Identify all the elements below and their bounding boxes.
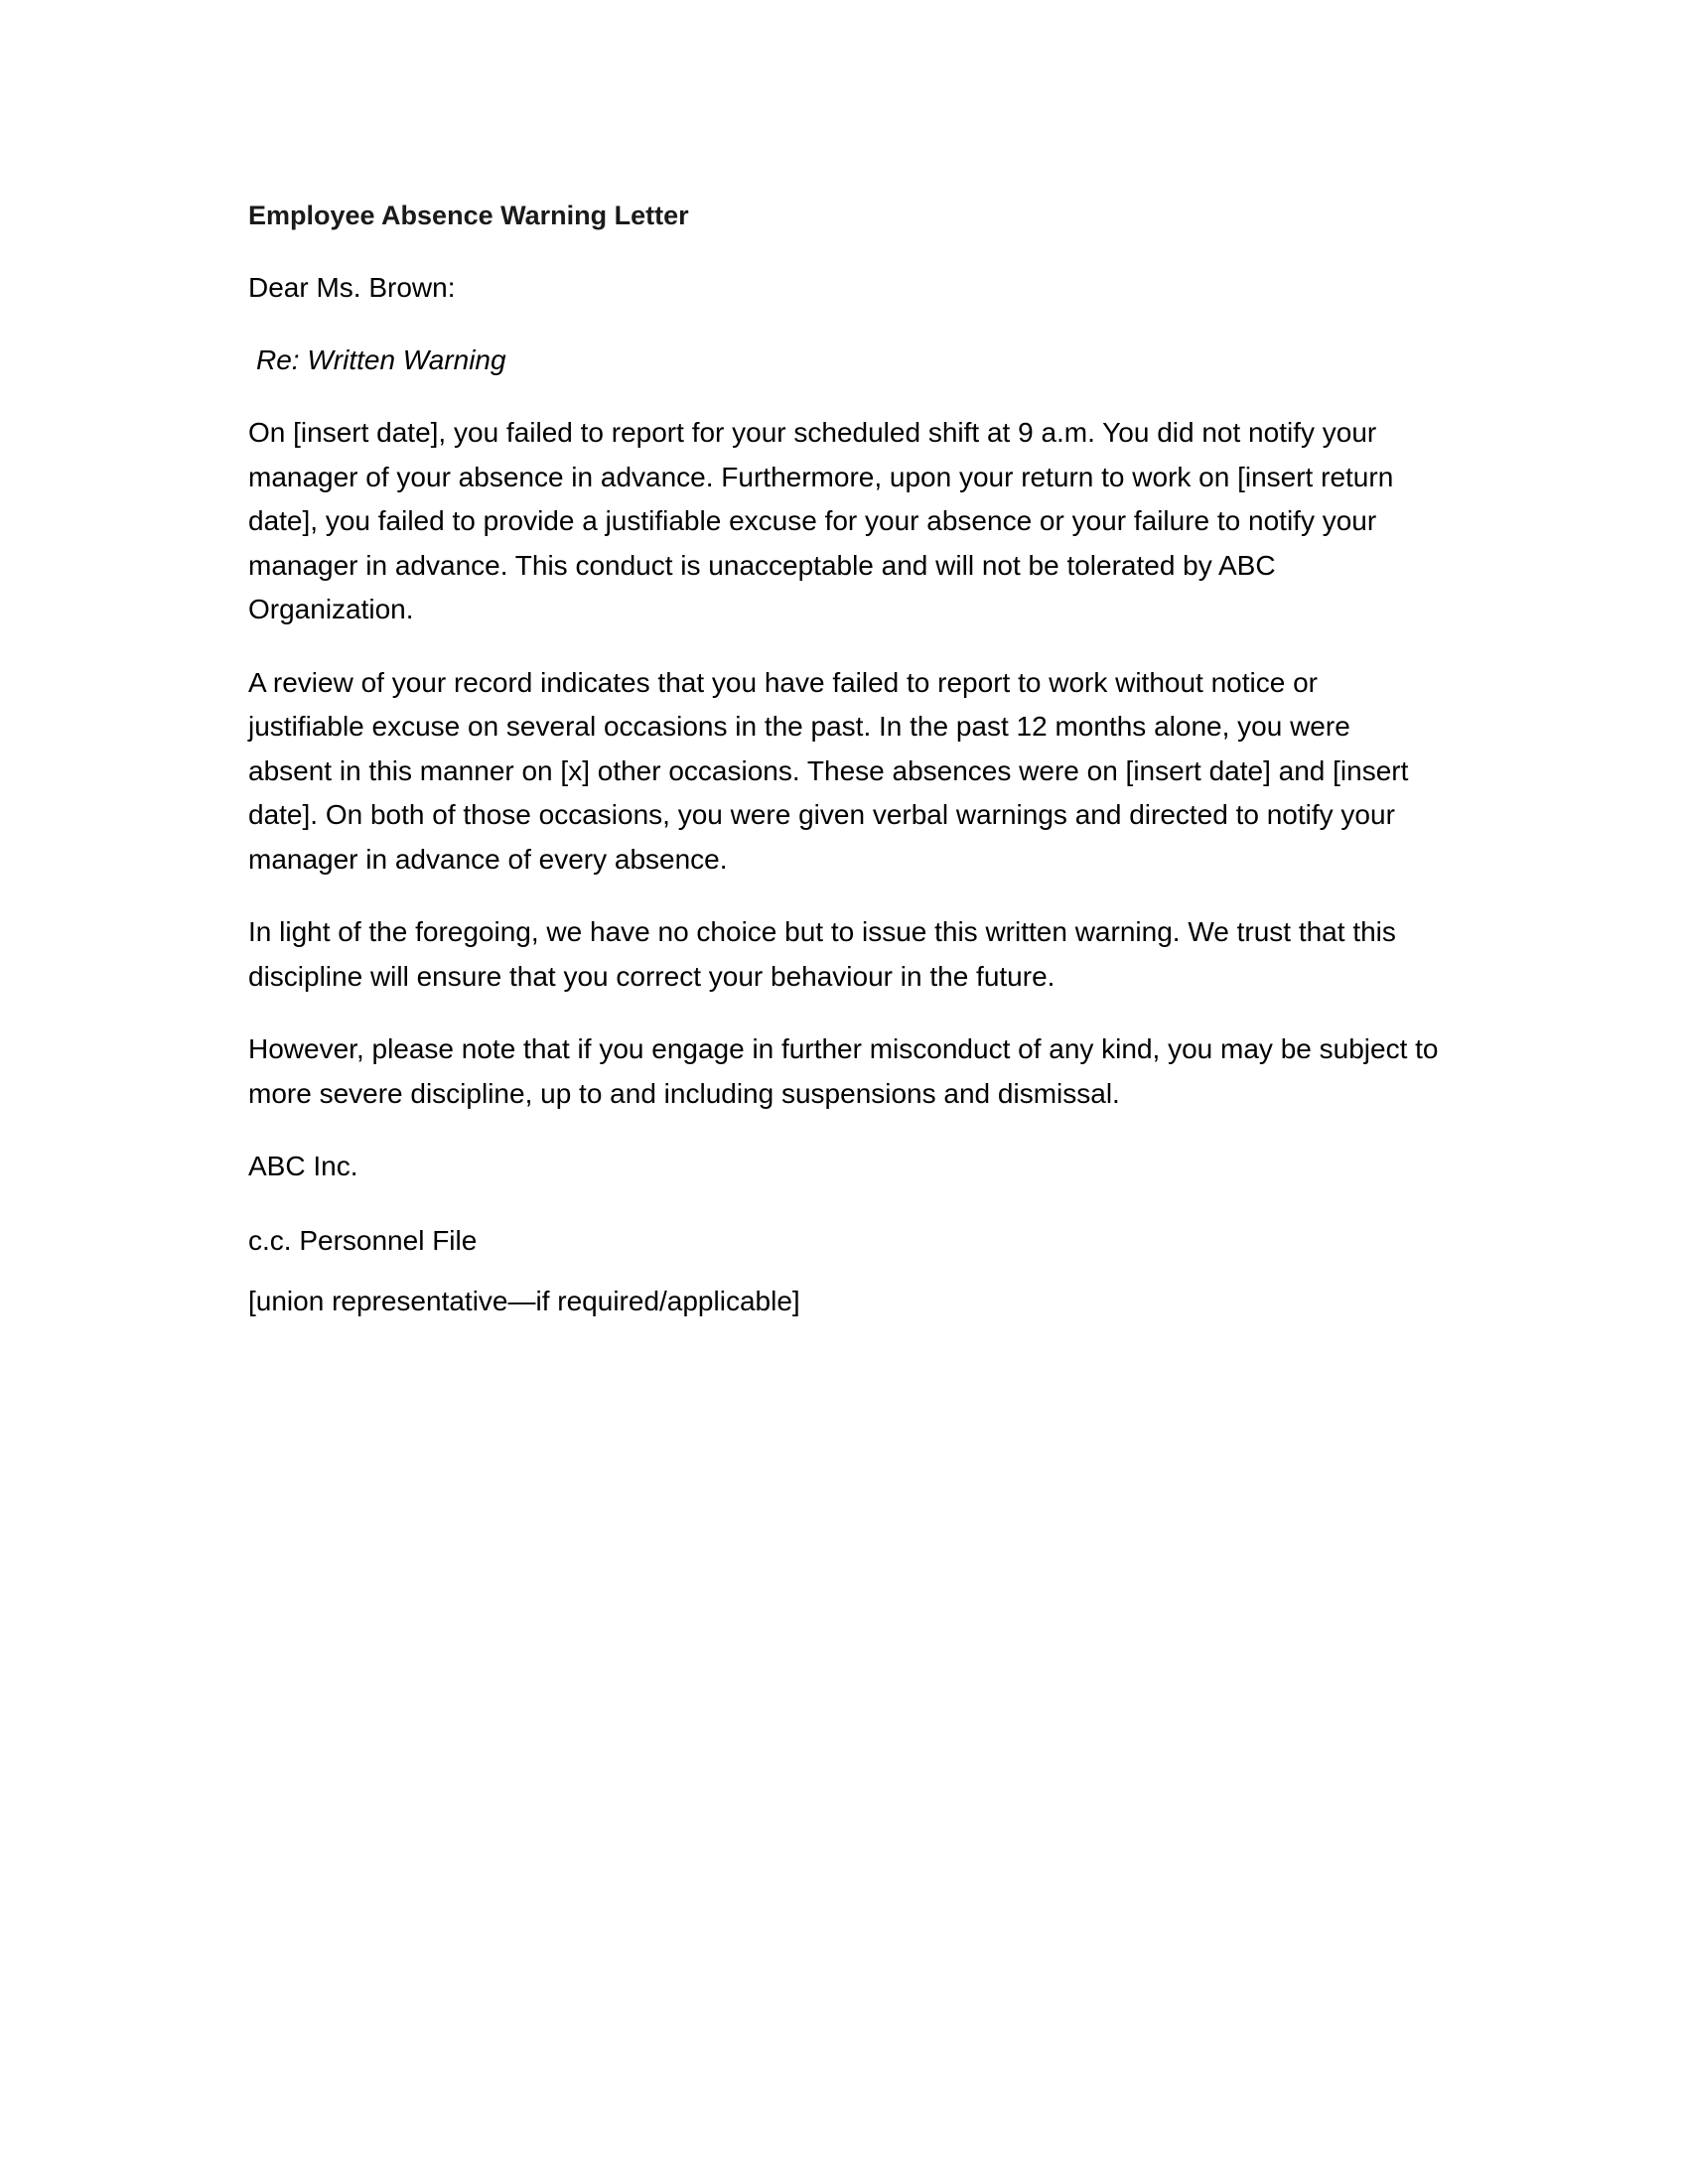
paragraph-further-misconduct: However, please note that if you engage in further misconduct of any kind, you may be subject to more severe discipline, up to and including suspensions and dismissal. — [248, 1033, 1439, 1109]
paragraph-record-review: A review of your record indicates that you have failed to report to work without notice or justifiable excuse on several occasions in the past. In the past 12 months alone, you were absent in this manner on [x] other occasions. These absences were on [insert date] and [insert date]. On both of those occasions, you were given verbal warnings and directed to notify your manager in advance of every absence. — [248, 666, 1409, 875]
paragraph-incident: On [insert date], you failed to report for your scheduled shift at 9 a.m. You did not notify your manager of your absence in advance. Furthermore, upon your return to work on [insert return date], you failed to provide a justifiable excuse for your absence or your failure to notify your manager in advance. This conduct is unacceptable and will not be tolerated by ABC Organization. — [248, 417, 1394, 624]
subject-line: Re: Written Warning — [256, 344, 506, 375]
salutation: Dear Ms. Brown: — [248, 272, 456, 303]
letter-body — [248, 194, 1440, 1323]
signature: ABC Inc. — [248, 1151, 358, 1181]
cc-union-representative: [union representative—if required/applicable] — [248, 1286, 800, 1316]
letter-title: Employee Absence Warning Letter — [248, 201, 689, 230]
paragraph-written-warning: In light of the foregoing, we have no choice but to issue this written warning. We trust that this discipline will ensure that you correct your behaviour in the future. — [248, 916, 1396, 992]
cc-line: c.c. Personnel File — [248, 1225, 478, 1256]
